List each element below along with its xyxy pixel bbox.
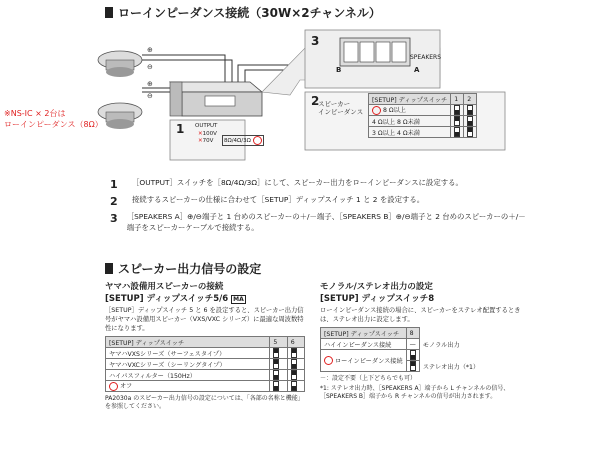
right-legend: －：設定不要（上下どちらでも可） bbox=[320, 375, 416, 382]
col-5: 5 bbox=[270, 337, 287, 348]
voltage-100: ✕100V bbox=[198, 131, 217, 137]
connection-diagram bbox=[0, 20, 600, 170]
right-column bbox=[320, 280, 530, 401]
left-column bbox=[105, 280, 305, 411]
stereo-label: ステレオ出力（*1） bbox=[422, 363, 480, 371]
ceiling-speaker-icon bbox=[98, 103, 142, 129]
col-6: 6 bbox=[287, 337, 304, 348]
label-b: B bbox=[336, 66, 342, 74]
header-square-icon bbox=[105, 7, 113, 18]
table-row: オフ bbox=[106, 381, 270, 392]
header-text: ローインピーダンス接続（30W×2チャンネル） bbox=[118, 6, 381, 20]
steps-list bbox=[110, 178, 530, 233]
mono-label: モノラル出力 bbox=[422, 341, 460, 349]
impedance-setting: 8Ω/4Ω/3Ω bbox=[222, 135, 264, 146]
svg-text:⊕: ⊕ bbox=[147, 80, 153, 88]
callout-2: 2 bbox=[311, 94, 320, 108]
step-item: 2 接続するスピーカーの仕様に合わせて［SETUP］ディップスイッチ 1 と 2 を設定する。 bbox=[110, 195, 425, 208]
svg-text:⊖: ⊖ bbox=[147, 63, 153, 71]
callout-1: 1 bbox=[176, 122, 185, 136]
table-header: [SETUP] ディップスイッチ bbox=[369, 94, 451, 105]
svg-text:⊖: ⊖ bbox=[147, 92, 153, 100]
ceiling-speaker-icon bbox=[98, 51, 142, 77]
table-row: 4 Ω以上 8 Ω未満 bbox=[369, 116, 451, 127]
table-row: ハイパスフィルター（150Hz） bbox=[106, 370, 270, 381]
speakers-label: SPEAKERS bbox=[410, 54, 442, 61]
output-label: OUTPUT bbox=[195, 123, 218, 129]
table-header: [SETUP] ディップスイッチ bbox=[106, 337, 270, 348]
table-row: 3 Ω以上 4 Ω未満 bbox=[369, 127, 451, 138]
table-row: ヤマハVXSシリーズ（サーフェスタイプ） bbox=[106, 348, 270, 359]
voltage-70: ✕70V bbox=[198, 138, 214, 144]
left-dip-table bbox=[105, 336, 305, 392]
left-footnote: PA2030a のスピーカー出力信号の設定については、「各部の名称と機能」を参照してください。 bbox=[105, 395, 304, 410]
step-item: 3 ［SPEAKERS A］⊕/⊖端子と 1 台めのスピーカーの＋/－端子、［SPEAKERS B］⊕/⊖端子と 2 台めのスピーカーの＋/－端子をスピーカーケーブルで接続する。 bbox=[110, 212, 526, 232]
right-desc: ローインピーダンス接続の場合に、スピーカーをステレオ配置するときは、ステレオ出力に設定します。 bbox=[320, 307, 521, 323]
nsic-note: ※NS-IC × 2台は ローインピーダンス（8Ω） bbox=[4, 109, 103, 129]
right-note: *1: ステレオ出力時、［SPEAKERS A］端子から L チャンネルの信号、［SPEAKERS B］端子から R チャンネルの信号が出力されます。 bbox=[320, 385, 510, 400]
right-title2: [SETUP] ディップスイッチ8 bbox=[320, 294, 435, 304]
col-8: 8 bbox=[406, 328, 419, 339]
header-square-icon bbox=[105, 263, 113, 274]
amplifier-icon bbox=[170, 82, 262, 116]
table-row: ハイインピーダンス接続 bbox=[321, 339, 407, 350]
col-2: 2 bbox=[464, 94, 477, 105]
mono-label-2 bbox=[419, 350, 482, 361]
table-row: ヤマハVXCシリーズ（シーリングタイプ） bbox=[106, 359, 270, 370]
left-title1: ヤマハ設備用スピーカーの接続 bbox=[105, 282, 224, 292]
left-title2: [SETUP] ディップスイッチ5/6 MA bbox=[105, 294, 244, 304]
table-header: [SETUP] ディップスイッチ bbox=[321, 328, 407, 339]
col-1: 1 bbox=[451, 94, 464, 105]
svg-text:⊕: ⊕ bbox=[147, 46, 153, 54]
table-row: ローインピーダンス接続 bbox=[321, 350, 407, 372]
table-row: 8 Ω以上 bbox=[369, 105, 451, 116]
setup-dip-table bbox=[368, 93, 477, 138]
terminal-detail-box bbox=[262, 30, 440, 95]
right-title1: モノラル/ステレオ出力の設定 bbox=[320, 282, 433, 292]
speaker-impedance-label: スピーカー インピーダンス bbox=[318, 100, 364, 116]
header-text: スピーカー出力信号の設定 bbox=[118, 262, 262, 276]
right-dip-table bbox=[320, 327, 483, 372]
section-header-low-impedance bbox=[105, 4, 381, 21]
section-header-signal bbox=[105, 260, 261, 277]
label-a: A bbox=[414, 66, 420, 74]
callout-3: 3 bbox=[311, 34, 320, 48]
step-item: 1 ［OUTPUT］スイッチを［8Ω/4Ω/3Ω］にして、スピーカー出力をローインピーダンスに設定する。 bbox=[110, 178, 463, 191]
dash: — bbox=[406, 339, 419, 350]
left-desc: ［SETUP］ディップスイッチ 5 と 6 を設定すると、スピーカー出力信号がヤマハ設備用スピーカー（VXS/VXC シリーズ）に最適な周波数特性になります。 bbox=[105, 307, 304, 332]
ma-badge: MA bbox=[233, 296, 244, 303]
